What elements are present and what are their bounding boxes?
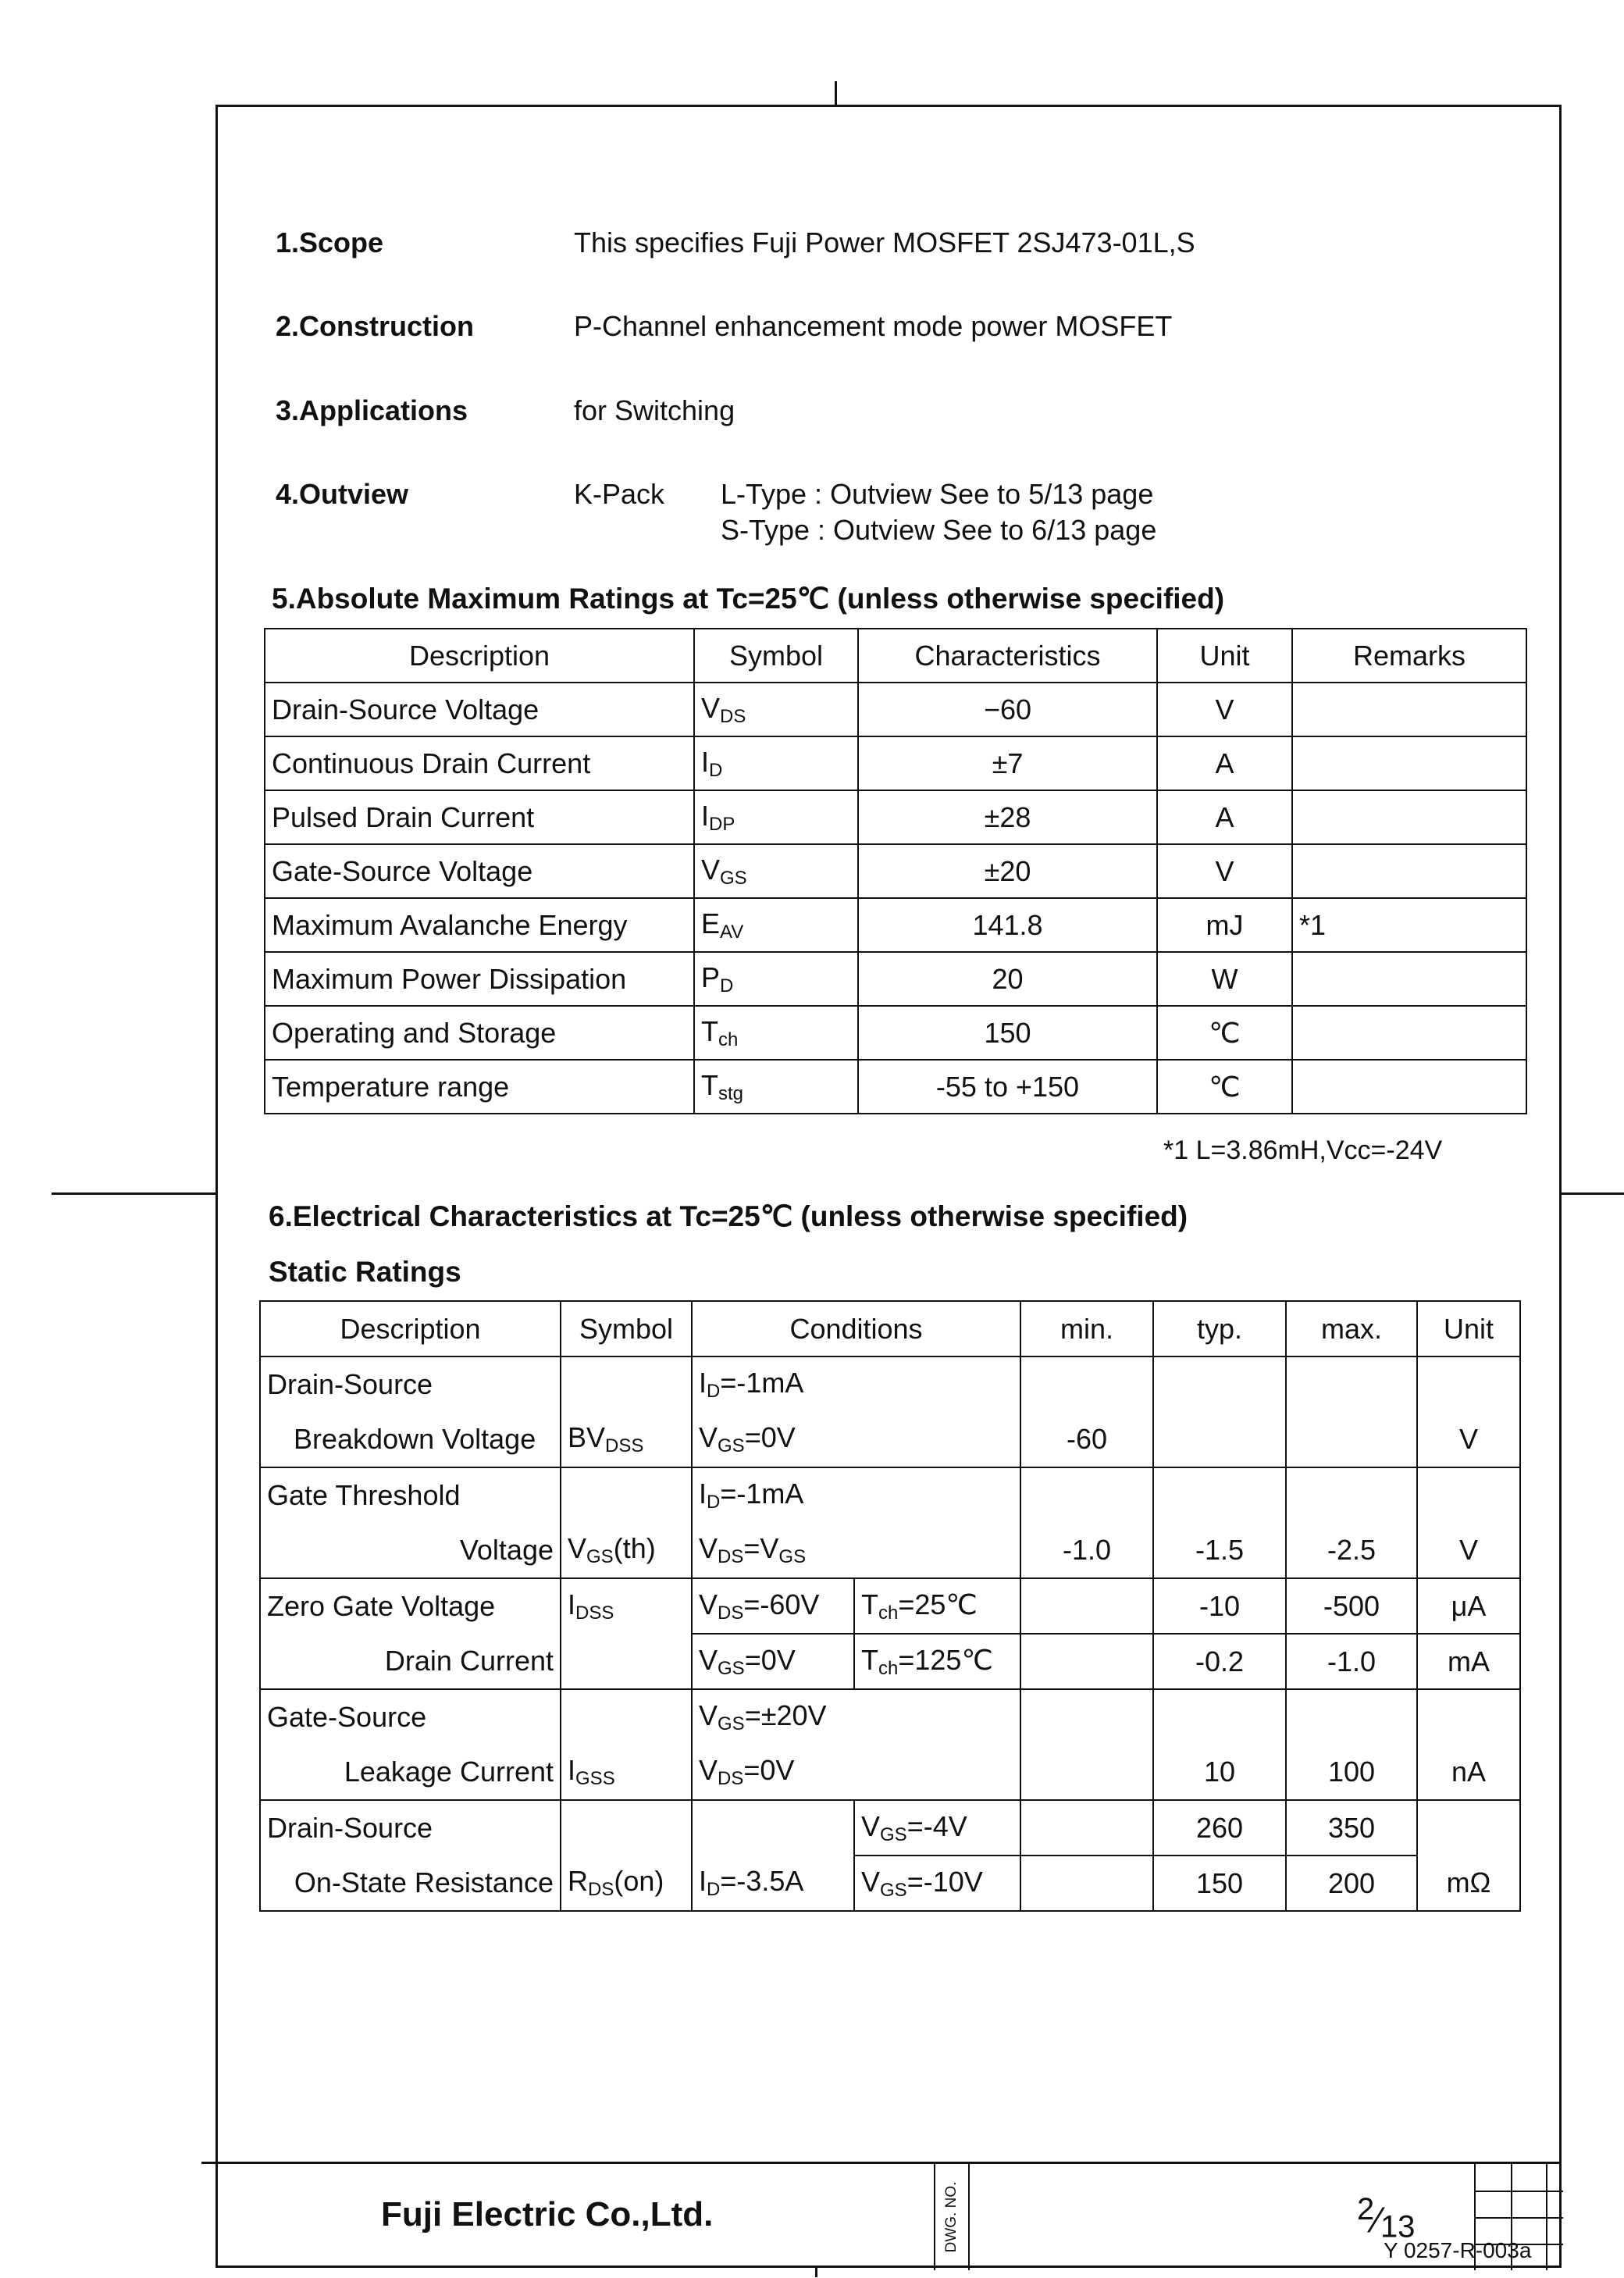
vgsth-desc-1: Gate Threshold <box>260 1467 561 1523</box>
rds-desc-2: On-State Resistance <box>260 1856 561 1911</box>
row-remarks <box>1292 844 1526 898</box>
row-symbol: $I_D$ <box>694 736 858 790</box>
idss-max-1: -500 <box>1286 1578 1417 1634</box>
bvdss-desc-1: Drain-Source <box>260 1356 561 1412</box>
row-description: Operating and Storage <box>265 1006 694 1060</box>
empty-cell <box>1153 1356 1286 1412</box>
rds-cond: $I_D=-3.5A$ <box>692 1856 854 1911</box>
row-value: 141.8 <box>858 898 1157 952</box>
row-description: Maximum Power Dissipation <box>265 952 694 1006</box>
empty-cell <box>1286 1356 1417 1412</box>
title-block <box>201 2162 1562 2270</box>
idss-desc-2: Drain Current <box>260 1634 561 1689</box>
table-row <box>265 1060 1526 1114</box>
page-number: $^2⁄_{13}$ <box>1357 2192 1416 2244</box>
row-unit: A <box>1157 736 1292 790</box>
table-row <box>260 1856 1520 1911</box>
row-symbol: $P_D$ <box>694 952 858 1006</box>
bvdss-min: -60 <box>1020 1412 1153 1467</box>
row-description: Continuous Drain Current <box>265 736 694 790</box>
scope-text: This specifies Fuji Power MOSFET 2SJ473-01L,S <box>574 226 1195 258</box>
row-value: 20 <box>858 952 1157 1006</box>
empty-cell <box>561 1356 692 1412</box>
empty-cell <box>1020 1800 1153 1856</box>
rds-gate-2: $V_{GS}=-10V$ <box>854 1856 1020 1911</box>
outview-heading: 4.Outview <box>276 478 409 510</box>
row-description: Maximum Avalanche Energy <box>265 898 694 952</box>
construction-text: P-Channel enhancement mode power MOSFET <box>574 310 1173 342</box>
row-symbol: $V_{DS}$ <box>694 683 858 736</box>
idss-typ-1: -10 <box>1153 1578 1286 1634</box>
vgsth-cond-2: $V_{DS}=V_{GS}$ <box>692 1523 1020 1578</box>
col-unit: Unit <box>1157 629 1292 683</box>
table-row <box>260 1523 1520 1578</box>
empty-cell <box>561 1689 692 1745</box>
row-remarks <box>1292 952 1526 1006</box>
applications-text: for Switching <box>574 394 735 426</box>
row-unit: V <box>1157 683 1292 736</box>
row-description: Pulsed Drain Current <box>265 790 694 844</box>
row-symbol: $E_{AV}$ <box>694 898 858 952</box>
empty-cell <box>1020 1634 1153 1689</box>
drawing-number-label: DWG. NO. <box>934 2164 970 2270</box>
rds-max-1: 350 <box>1286 1800 1417 1856</box>
col-max: max. <box>1286 1301 1417 1356</box>
row-remarks <box>1292 736 1526 790</box>
idss-cond-a1: $V_{DS}=-60V$ <box>692 1578 854 1634</box>
empty-cell <box>1153 1689 1286 1745</box>
col-remarks: Remarks <box>1292 629 1526 683</box>
empty-cell <box>692 1800 854 1856</box>
row-value: 150 <box>858 1006 1157 1060</box>
row-symbol: $I_{DP}$ <box>694 790 858 844</box>
table-row <box>260 1800 1520 1856</box>
rds-max-2: 200 <box>1286 1856 1417 1911</box>
scope-heading: 1.Scope <box>276 226 384 258</box>
empty-cell <box>561 1634 692 1689</box>
row-value: ±28 <box>858 790 1157 844</box>
elec-header-row <box>260 1301 1520 1356</box>
empty-cell <box>1417 1356 1520 1412</box>
col-description: Description <box>260 1301 561 1356</box>
rds-gate-1: $V_{GS}=-4V$ <box>854 1800 1020 1856</box>
empty-cell <box>1286 1689 1417 1745</box>
outview-l-type: L-Type : Outview See to 5/13 page <box>721 478 1154 510</box>
table-row <box>265 736 1526 790</box>
row-description: Drain-Source Voltage <box>265 683 694 736</box>
rds-symbol: $R_{DS}(on)$ <box>561 1856 692 1911</box>
empty-cell <box>1020 1745 1153 1800</box>
table-row <box>265 790 1526 844</box>
applications-heading: 3.Applications <box>276 394 468 426</box>
row-remarks <box>1292 1060 1526 1114</box>
vgsth-symbol: $V_{GS}(th)$ <box>561 1523 692 1578</box>
left-center-tick <box>52 1192 215 1195</box>
bvdss-cond-1: $I_D=-1mA$ <box>692 1356 1020 1412</box>
table-row <box>265 683 1526 736</box>
idss-unit-2: mA <box>1417 1634 1520 1689</box>
empty-cell <box>1417 1467 1520 1523</box>
row-description: Temperature range <box>265 1060 694 1114</box>
static-ratings-title: Static Ratings <box>269 1256 461 1288</box>
vgsth-cond-1: $I_D=-1mA$ <box>692 1467 1020 1523</box>
table-row <box>260 1634 1520 1689</box>
igss-symbol: $I_{GSS}$ <box>561 1745 692 1800</box>
idss-desc-1: Zero Gate Voltage <box>260 1578 561 1634</box>
col-description: Description <box>265 629 694 683</box>
col-symbol: Symbol <box>561 1301 692 1356</box>
col-unit: Unit <box>1417 1301 1520 1356</box>
idss-cond-b1: $T_{ch}=25℃$ <box>854 1578 1020 1634</box>
rds-typ-1: 260 <box>1153 1800 1286 1856</box>
table-row <box>260 1412 1520 1467</box>
empty-cell <box>1417 1800 1520 1856</box>
abs-max-title: 5.Absolute Maximum Ratings at Tc=25℃ (unless otherwise specified) <box>272 583 1225 615</box>
igss-typ: 10 <box>1153 1745 1286 1800</box>
igss-desc-1: Gate-Source <box>260 1689 561 1745</box>
abs-max-header-row <box>265 629 1526 683</box>
row-unit: ℃ <box>1157 1006 1292 1060</box>
idss-unit-1: μA <box>1417 1578 1520 1634</box>
idss-cond-a2: $V_{GS}=0V$ <box>692 1634 854 1689</box>
idss-typ-2: -0.2 <box>1153 1634 1286 1689</box>
rds-unit: mΩ <box>1417 1856 1520 1911</box>
outview-s-type: S-Type : Outview See to 6/13 page <box>721 514 1157 546</box>
idss-symbol: $I_{DSS}$ <box>561 1578 692 1634</box>
idss-cond-b2: $T_{ch}=125℃$ <box>854 1634 1020 1689</box>
row-unit: A <box>1157 790 1292 844</box>
table-row <box>260 1578 1520 1634</box>
empty-cell <box>561 1467 692 1523</box>
empty-cell <box>1020 1467 1153 1523</box>
row-value: −60 <box>858 683 1157 736</box>
empty-cell <box>1286 1467 1417 1523</box>
rds-desc-1: Drain-Source <box>260 1800 561 1856</box>
col-characteristics: Characteristics <box>858 629 1157 683</box>
col-symbol: Symbol <box>694 629 858 683</box>
elec-title: 6.Electrical Characteristics at Tc=25℃ (unless otherwise specified) <box>269 1200 1188 1232</box>
bvdss-cond-2: $V_{GS}=0V$ <box>692 1412 1020 1467</box>
vgsth-min: -1.0 <box>1020 1523 1153 1578</box>
empty-cell <box>1153 1467 1286 1523</box>
col-min: min. <box>1020 1301 1153 1356</box>
vgsth-typ: -1.5 <box>1153 1523 1286 1578</box>
bvdss-desc-2: Breakdown Voltage <box>260 1412 561 1467</box>
row-unit: mJ <box>1157 898 1292 952</box>
row-symbol: $T_{stg}$ <box>694 1060 858 1114</box>
table-row <box>260 1745 1520 1800</box>
table-row <box>265 844 1526 898</box>
empty-cell <box>1153 1412 1286 1467</box>
igss-max: 100 <box>1286 1745 1417 1800</box>
idss-max-2: -1.0 <box>1286 1634 1417 1689</box>
row-unit: ℃ <box>1157 1060 1292 1114</box>
rds-typ-2: 150 <box>1153 1856 1286 1911</box>
row-symbol: $T_{ch}$ <box>694 1006 858 1060</box>
empty-cell <box>561 1800 692 1856</box>
company-name: Fuji Electric Co.,Ltd. <box>381 2195 714 2233</box>
vgsth-desc-2: Voltage <box>260 1523 561 1578</box>
empty-cell <box>1020 1578 1153 1634</box>
document-code: Y 0257-R-003a <box>1384 2238 1532 2262</box>
table-row <box>265 952 1526 1006</box>
row-symbol: $V_{GS}$ <box>694 844 858 898</box>
abs-max-footnote: *1 L=3.86mH,Vcc=-24V <box>1163 1135 1443 1165</box>
row-value: ±7 <box>858 736 1157 790</box>
igss-desc-2: Leakage Current <box>260 1745 561 1800</box>
top-center-tick <box>835 81 837 105</box>
table-row <box>265 898 1526 952</box>
bvdss-unit: V <box>1417 1412 1520 1467</box>
empty-cell <box>1020 1356 1153 1412</box>
vgsth-unit: V <box>1417 1523 1520 1578</box>
row-unit: W <box>1157 952 1292 1006</box>
row-value: -55 to +150 <box>858 1060 1157 1114</box>
table-row <box>265 1006 1526 1060</box>
row-remarks <box>1292 683 1526 736</box>
igss-unit: nA <box>1417 1745 1520 1800</box>
row-unit: V <box>1157 844 1292 898</box>
empty-cell <box>1020 1689 1153 1745</box>
bvdss-symbol: $BV_{DSS}$ <box>561 1412 692 1467</box>
col-typ: typ. <box>1153 1301 1286 1356</box>
abs-max-table <box>264 628 1527 1114</box>
elec-table <box>259 1300 1521 1912</box>
right-center-tick <box>1562 1192 1624 1195</box>
row-description: Gate-Source Voltage <box>265 844 694 898</box>
empty-cell <box>1417 1689 1520 1745</box>
row-remarks: *1 <box>1292 898 1526 952</box>
table-row <box>260 1467 1520 1523</box>
row-remarks <box>1292 790 1526 844</box>
empty-cell <box>1020 1856 1153 1911</box>
col-conditions: Conditions <box>692 1301 1020 1356</box>
row-value: ±20 <box>858 844 1157 898</box>
table-row <box>260 1689 1520 1745</box>
igss-cond-2: $V_{DS}=0V$ <box>692 1745 1020 1800</box>
row-remarks <box>1292 1006 1526 1060</box>
table-row <box>260 1356 1520 1412</box>
construction-heading: 2.Construction <box>276 310 475 342</box>
empty-cell <box>1286 1412 1417 1467</box>
vgsth-max: -2.5 <box>1286 1523 1417 1578</box>
igss-cond-1: $V_{GS}=\pm 20V$ <box>692 1689 1020 1745</box>
outview-package: K-Pack <box>574 478 665 510</box>
page-frame <box>215 105 1562 2268</box>
